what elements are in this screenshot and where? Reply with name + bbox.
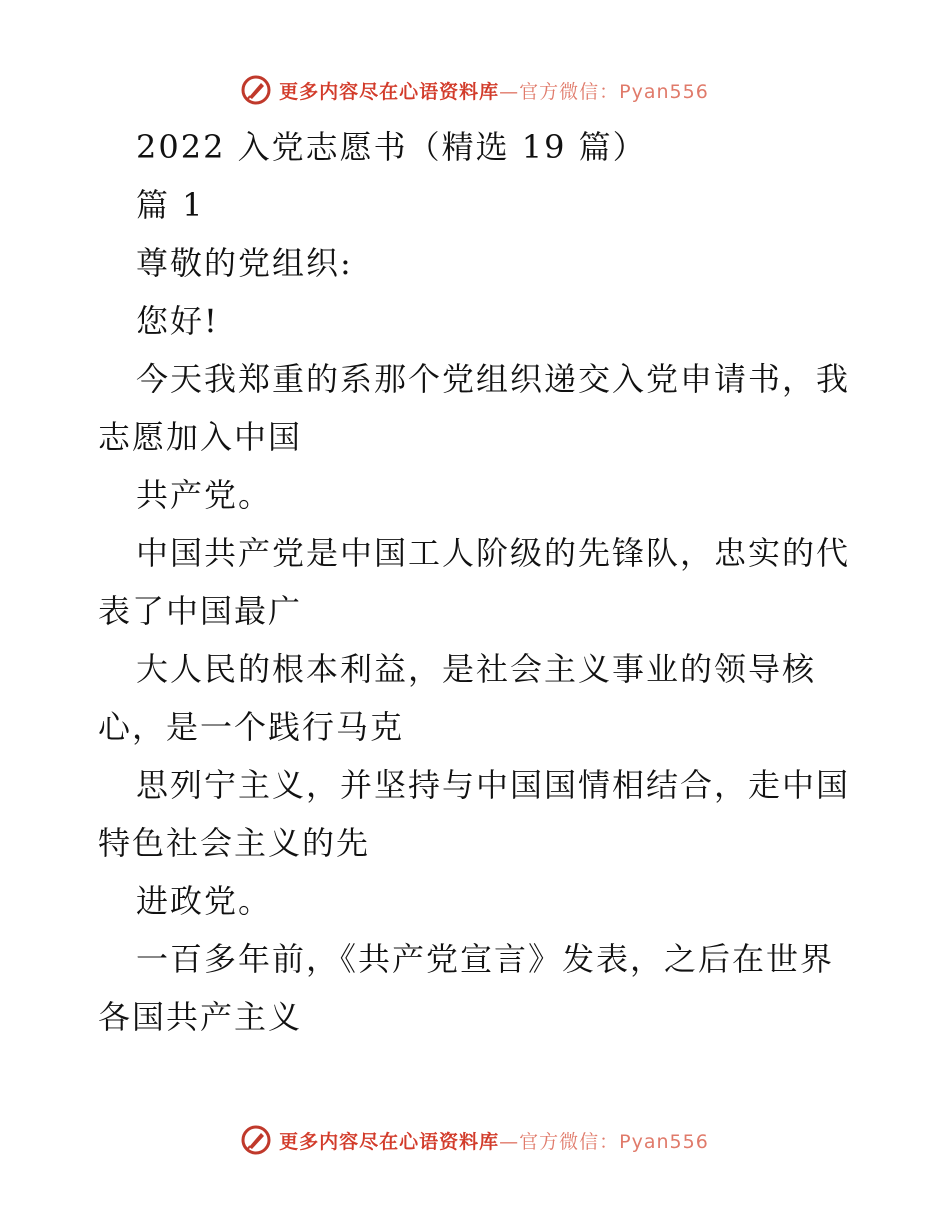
quill-logo-icon xyxy=(241,1125,271,1155)
body-line: 共产党。 xyxy=(136,476,273,514)
banner-contact-text: —官方微信：Pyan556 xyxy=(499,1130,709,1153)
body-line: 思列宁主义，并坚持与中国国情相结合，走中国 xyxy=(136,766,851,804)
body-line: 进政党。 xyxy=(136,882,273,920)
body-line: 志愿加入中国 xyxy=(98,418,303,456)
quill-logo-icon xyxy=(241,75,271,105)
body-line: 各国共产主义 xyxy=(98,998,303,1036)
body-line: 中国共产党是中国工人阶级的先锋队，忠实的代 xyxy=(136,534,851,572)
body-line: 一百多年前，《共产党宣言》发表，之后在世界 xyxy=(136,940,835,978)
document-body xyxy=(98,118,858,1046)
body-line: 表了中国最广 xyxy=(98,592,303,630)
header-banner xyxy=(0,70,950,110)
banner-main-text: 更多内容尽在心语资料库 xyxy=(279,80,500,103)
document-title: 2022 入党志愿书（精选 19 篇） xyxy=(136,128,647,166)
banner-main-text: 更多内容尽在心语资料库 xyxy=(279,1130,500,1153)
body-line: 今天我郑重的系那个党组织递交入党申请书，我 xyxy=(136,360,851,398)
body-line: 特色社会主义的先 xyxy=(98,824,371,862)
salutation: 尊敬的党组织: xyxy=(136,244,353,282)
banner-contact-text: —官方微信：Pyan556 xyxy=(499,80,709,103)
body-line: 大人民的根本利益，是社会主义事业的领导核 xyxy=(136,650,817,688)
footer-banner xyxy=(0,1120,950,1160)
body-line: 心，是一个践行马克 xyxy=(98,708,405,746)
section-heading: 篇 1 xyxy=(136,186,205,224)
greeting: 您好! xyxy=(136,302,219,340)
